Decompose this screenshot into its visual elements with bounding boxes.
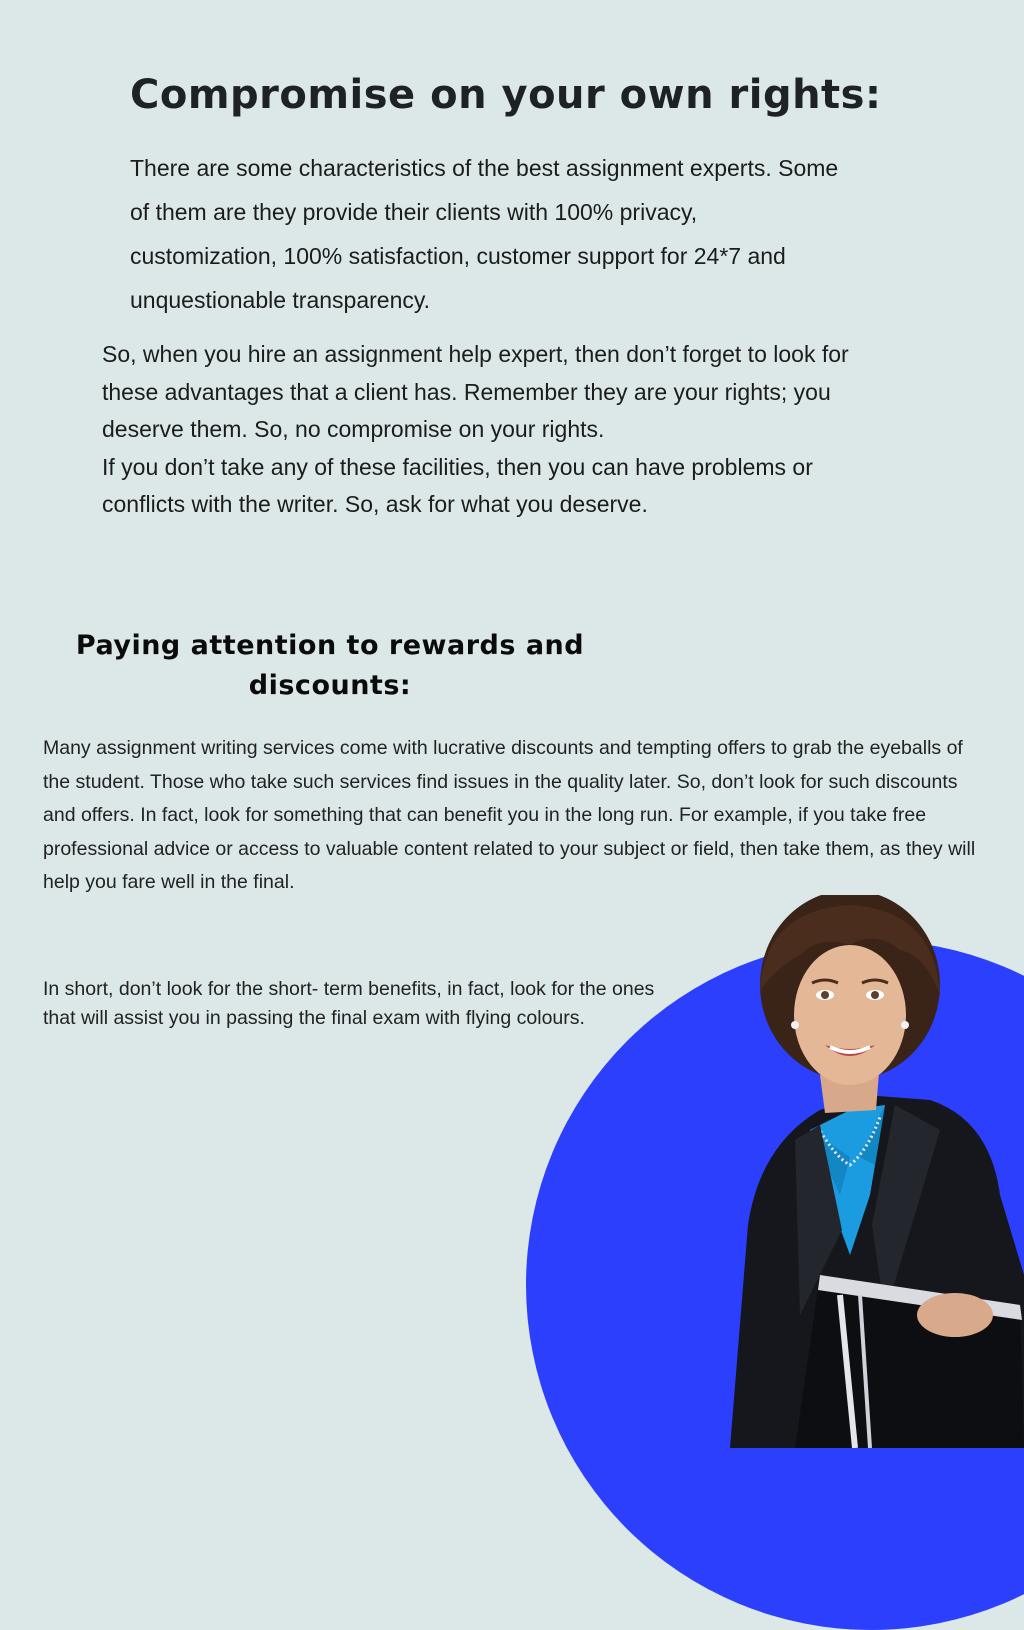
intro-paragraph: There are some characteristics of the best assignment experts. Some of them are they provide their clients with 100% privacy, customization, 100% satisfaction, customer support for 24*7 and unquestionable transparency. [130,155,839,313]
rights-paragraph-a: So, when you hire an assignment help expert, then don’t forget to look for these advantages that a client has. Remember they are your rights; you deserve them. So, no compromise on your rights. [102,341,849,442]
rights-paragraph [102,336,892,524]
section-heading-rewards: Paying attention to rewards and discounts: [75,630,585,701]
rights-paragraph-b: If you don’t take any of these facilities, then you can have problems or conflicts with the writer. So, ask for what you deserve. [102,453,813,517]
rewards-paragraph: Many assignment writing services come with lucrative discounts and tempting offers to grab the eyeballs of the student. Those who take such services find issues in the quality later. So, don’t look for such discounts and offers. In fact, look for something that can benefit you in the long run. For example, if you take free professional advice or access to valuable content related to your subject or field, then take them, as they will help you fare well in the final. [43,737,976,894]
businesswoman-photo [700,895,1024,1448]
section-heading-rights: Compromise on your own rights: [130,72,882,118]
closing-paragraph: In short, don’t look for the short- term benefits, in fact, look for the ones that will assist you in passing the final exam with flying colours. [43,978,655,1029]
